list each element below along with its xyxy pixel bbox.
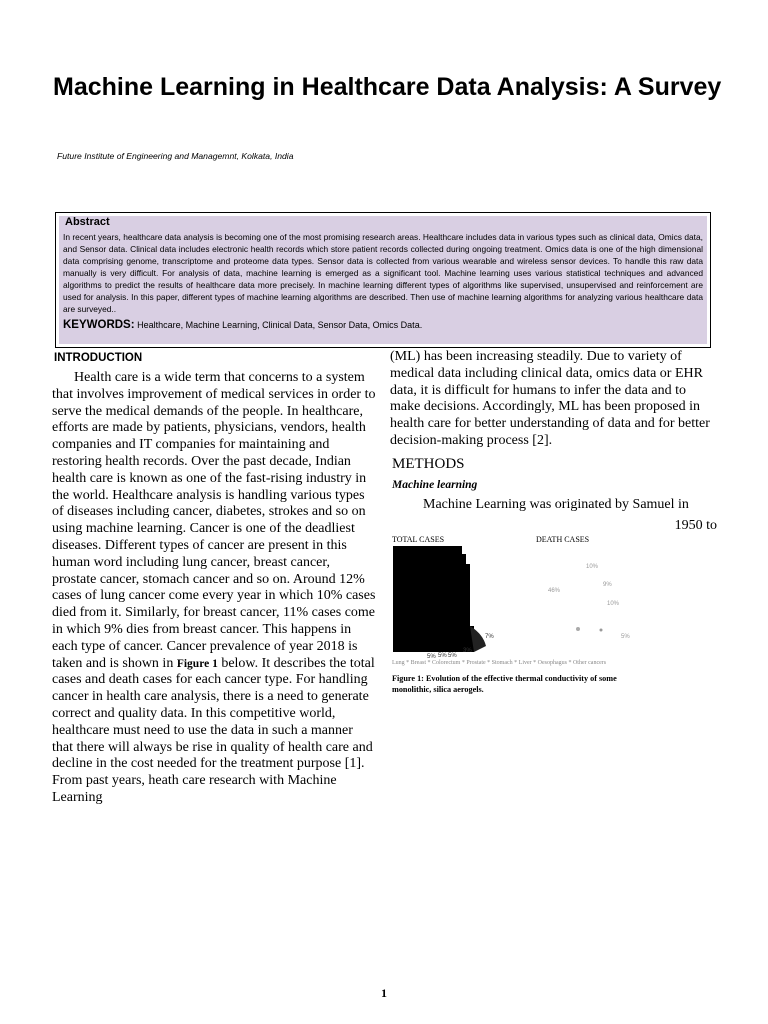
methods-heading: METHODS — [392, 455, 465, 472]
intro-text-before: Health care is a wide term that concerns to a system that involves improvement of medical services in order to serve the medical demands of the people. In healthcare, efforts are made by patients, physicians, vendors, health companies and IT companies for maintaining and restoring health records. Over the past decade, Indian health care is known as one of the fast-rising industry in the world. Healthcare analysis is handling various types of diseases including cancer, diabetes, strokes and so on using machine learning. Cancer is one of the deadliest diseases. Different types of cancer are present in this human word including lung cancer, breast cancer, prostate cancer, stomach cancer and so on. Around 12% cases of lung cancer come every year in which 10% cases died from it. Similarly, for breast cancer, 11% cases come in which 9% dies from breast cancer. This happens in each type of cancer. Cancer prevalence of year 2018 is taken and is shown in — [52, 370, 376, 671]
abstract-box — [55, 212, 711, 348]
introduction-paragraph — [52, 370, 376, 807]
affiliation: Future Institute of Engineering and Managemnt, Kolkata, India — [57, 151, 294, 161]
total-cases-slice-label: 5% — [448, 653, 457, 659]
death-pie-faint-2 — [600, 629, 603, 632]
intro-text-after: below. It describes the total cases and death cases for each cancer type. For handling cancer in health care analysis, there is a need to generate correct and quality data. In this competitive world, healthcare must need to use the data in such a manner that there will always be rise in quality of health care and decline in the cost needed for the treatment purpose [1]. From past years, heath care research with Machine Learning — [52, 655, 375, 805]
death-cases-slice-label: 5% — [621, 634, 630, 640]
keywords-line — [63, 319, 703, 331]
death-cases-slice-label: 10% — [586, 564, 599, 570]
total-cases-slice-label: 3% — [463, 648, 472, 654]
keywords-label: KEYWORDS: — [63, 319, 135, 331]
paper-title: Machine Learning in Healthcare Data Analysis: A Survey — [53, 73, 722, 101]
chart-legend: Lung * Breast * Colorectum * Prostate * Stomach * Liver * Oesophagus * Other cancers — [392, 660, 607, 666]
total-cases-slice-label: 7% — [485, 634, 494, 640]
chart-title-total: TOTAL CASES — [392, 535, 445, 544]
ml-subheading: Machine learning — [392, 478, 478, 491]
chart-title-death: DEATH CASES — [536, 535, 590, 544]
total-cases-pie-dark — [393, 546, 474, 652]
death-cases-slice-label: 46% — [548, 588, 561, 594]
keywords-list: Healthcare, Machine Learning, Clinical Data, Sensor Data, Omics Data. — [134, 320, 423, 330]
right-column — [390, 349, 718, 534]
figure-1 — [390, 534, 630, 674]
left-column — [52, 352, 376, 807]
figure-caption: Figure 1: Evolution of the effective thermal conductivity of some monolithic, silica aerogels. — [392, 674, 617, 694]
death-pie-faint-1 — [576, 627, 580, 631]
total-cases-slice-label: 5% — [438, 653, 447, 659]
pie-charts-figure — [390, 534, 630, 674]
ml-continuation-paragraph: (ML) has been increasing steadily. Due to variety of medical data including clinical data, omics data or EHR data, it is difficult for humans to infer the data and to make decisions. Accordingly, ML has been proposed in health care for better understanding of data and for better decision-making process [2]. — [390, 349, 710, 448]
introduction-heading: INTRODUCTION — [54, 352, 143, 364]
abstract-body: In recent years, healthcare data analysis is becoming one of the most promising research areas. Healthcare includes data in various types such as clinical data, Omics data, and Sensor data. Clinical data includes electronic health records which store patient records collected during ongoing treatment. Omics data is one of the high dimensional data comprising genome, transcriptome and proteome data types. Sensor data is collected from various wearable and wireless sensor devices. To handle this raw data manually is very difficult. For analysis of data, machine learning is emerged as a significant tool. Machine learning uses various statistical techniques and advanced algorithms to predict the results of healthcare data more precisely. In machine learning different types of algorithms like supervised, unsupervised and reinforcement are used for analysis. In this paper, different types of machine learning algorithms are described. Then use of machine learning algorithms for analyzing various healthcare data are surveyed.. — [63, 232, 703, 314]
abstract-panel — [59, 216, 707, 344]
page-number: 1 — [381, 986, 387, 1000]
total-cases-slice-label: 5% — [427, 654, 436, 660]
death-cases-slice-label: 9% — [603, 582, 612, 588]
abstract-heading: Abstract — [65, 216, 110, 228]
ml-paragraph-line2: 1950 to — [674, 517, 717, 533]
ml-paragraph-line1: Machine Learning was originated by Samuel in — [423, 496, 689, 512]
figure-reference: Figure 1 — [176, 657, 218, 670]
death-cases-slice-label: 10% — [607, 601, 620, 607]
